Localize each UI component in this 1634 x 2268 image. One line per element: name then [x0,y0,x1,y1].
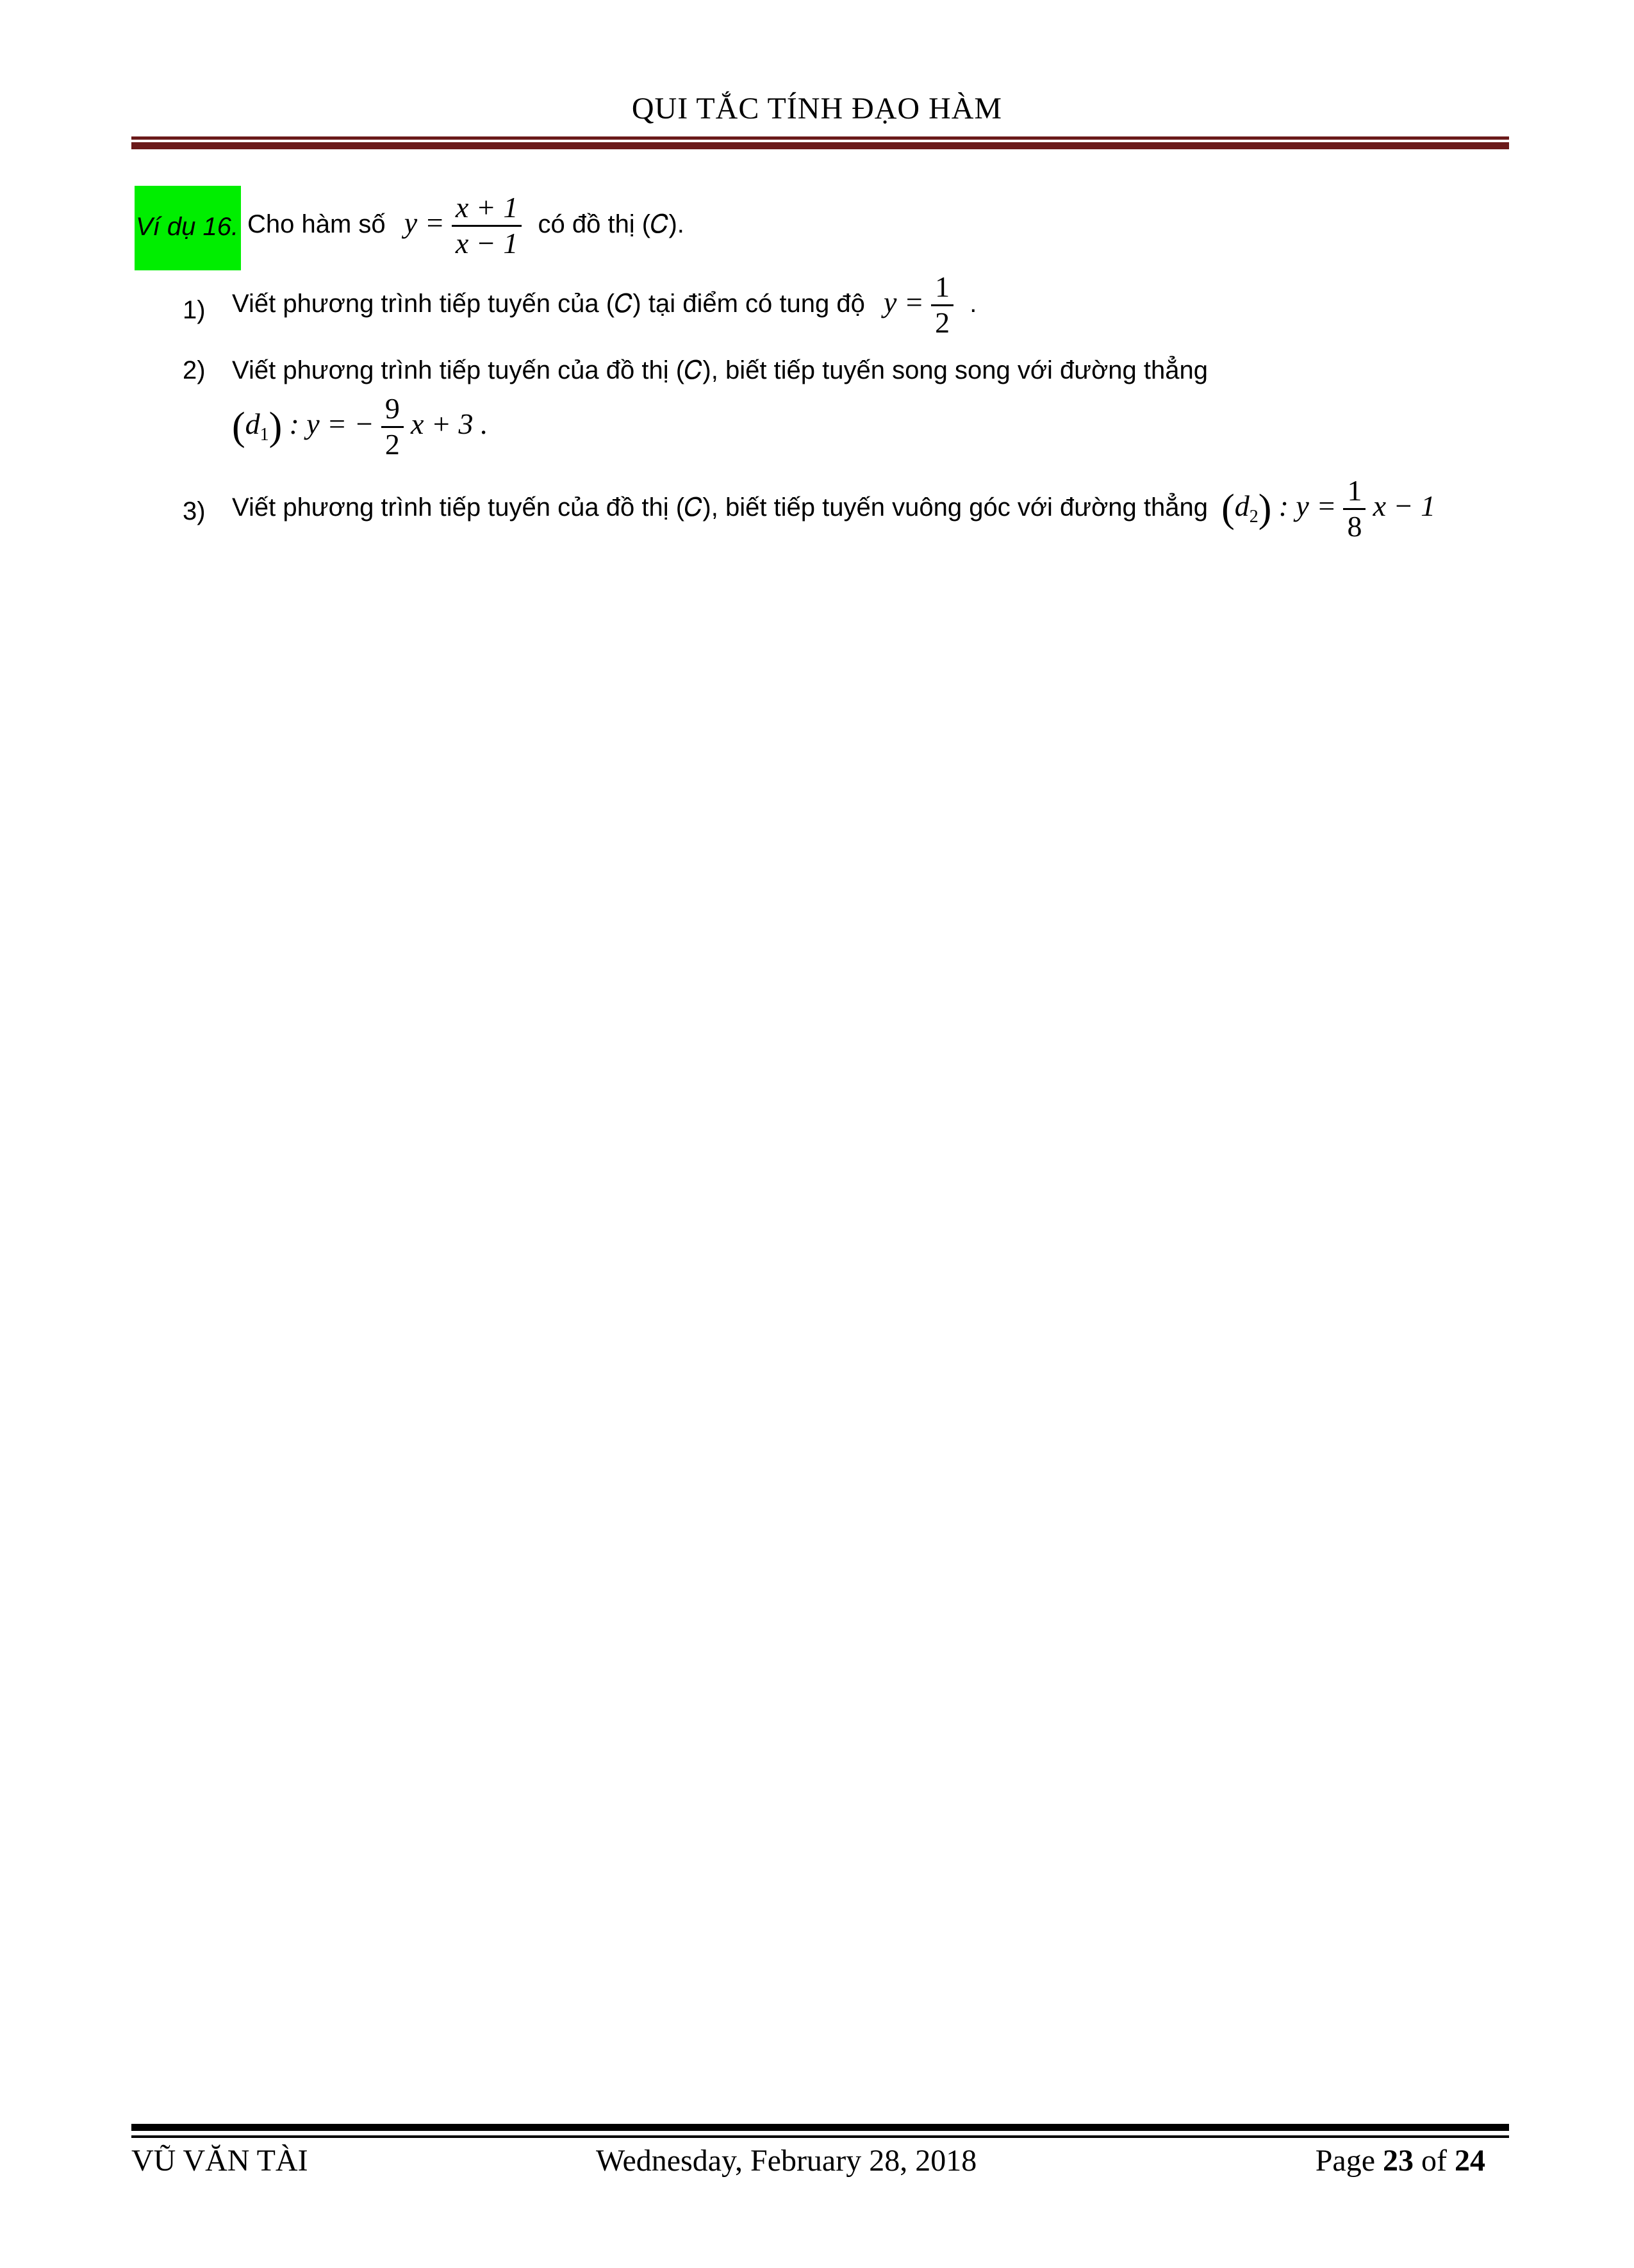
fraction-numerator: 1 [931,270,953,306]
item-number: 2) [183,356,206,384]
paren-close: ) [1258,486,1272,530]
item-fraction [1343,474,1366,544]
item-math-lhs: : y = − [289,407,374,440]
item-number: 1) [183,296,206,324]
header-rule-thin [131,136,1509,140]
page-total: 24 [1455,2144,1485,2178]
page-prefix: Page [1315,2144,1376,2178]
fraction-denominator: 8 [1347,509,1362,543]
item-text: Viết phương trình tiếp tuyến của đồ thị (𝐶), biết tiếp tuyến vuông góc với đường thẳng [232,493,1209,522]
item-fraction [381,392,404,462]
item-math-lhs: : y = [1278,489,1337,522]
func-numerator: x + 1 [452,191,522,227]
item-math-lhs: y = [883,285,924,318]
line-subscript: 2 [1249,506,1259,527]
footer-date: Wednesday, February 28, 2018 [596,2144,977,2178]
fraction-denominator: 2 [935,306,950,339]
example-badge-label: Ví dụ 16. [136,213,239,241]
item-math-tail: x + 3 . [411,407,488,440]
line-name: d [1234,489,1250,522]
footer-rule-thick [131,2124,1509,2131]
paren-open: ( [1221,486,1235,530]
page-current: 23 [1383,2144,1414,2178]
footer-author: VŨ VĂN TÀI [131,2144,308,2178]
item-text: Viết phương trình tiếp tuyến của (𝐶) tại điểm có tung độ [232,289,865,318]
footer-page-number [1316,2143,1485,2178]
fraction-numerator: 9 [381,392,404,428]
line-subscript: 1 [260,424,269,445]
item-tail: . [970,289,977,318]
item-number: 3) [183,497,206,525]
page-of: of [1421,2144,1447,2178]
header-rule-thick [131,142,1509,149]
func-denominator: x − 1 [455,226,518,259]
intro-text: Cho hàm số [247,210,386,238]
fraction-denominator: 2 [384,427,400,461]
intro-tail: có đồ thị (𝐶). [538,210,684,238]
footer-rule-thin [131,2135,1509,2138]
example-badge [135,186,241,270]
func-lhs: y = [404,206,445,239]
item-math-tail: x − 1 [1373,489,1436,522]
item-fraction [931,270,953,340]
fraction-numerator: 1 [1343,474,1366,510]
line-name: d [245,407,260,440]
item-equation [232,392,488,462]
item-text: Viết phương trình tiếp tuyến của đồ thị (𝐶), biết tiếp tuyến song song với đường thẳng [232,356,1209,384]
paren-open: ( [232,404,245,448]
list-item [232,270,977,340]
paren-close: ) [268,404,283,448]
example-intro [247,191,684,261]
list-item [232,474,1435,544]
func-fraction [452,191,522,261]
page-title: QUI TẮC TÍNH ĐẠO HÀM [631,92,1003,126]
